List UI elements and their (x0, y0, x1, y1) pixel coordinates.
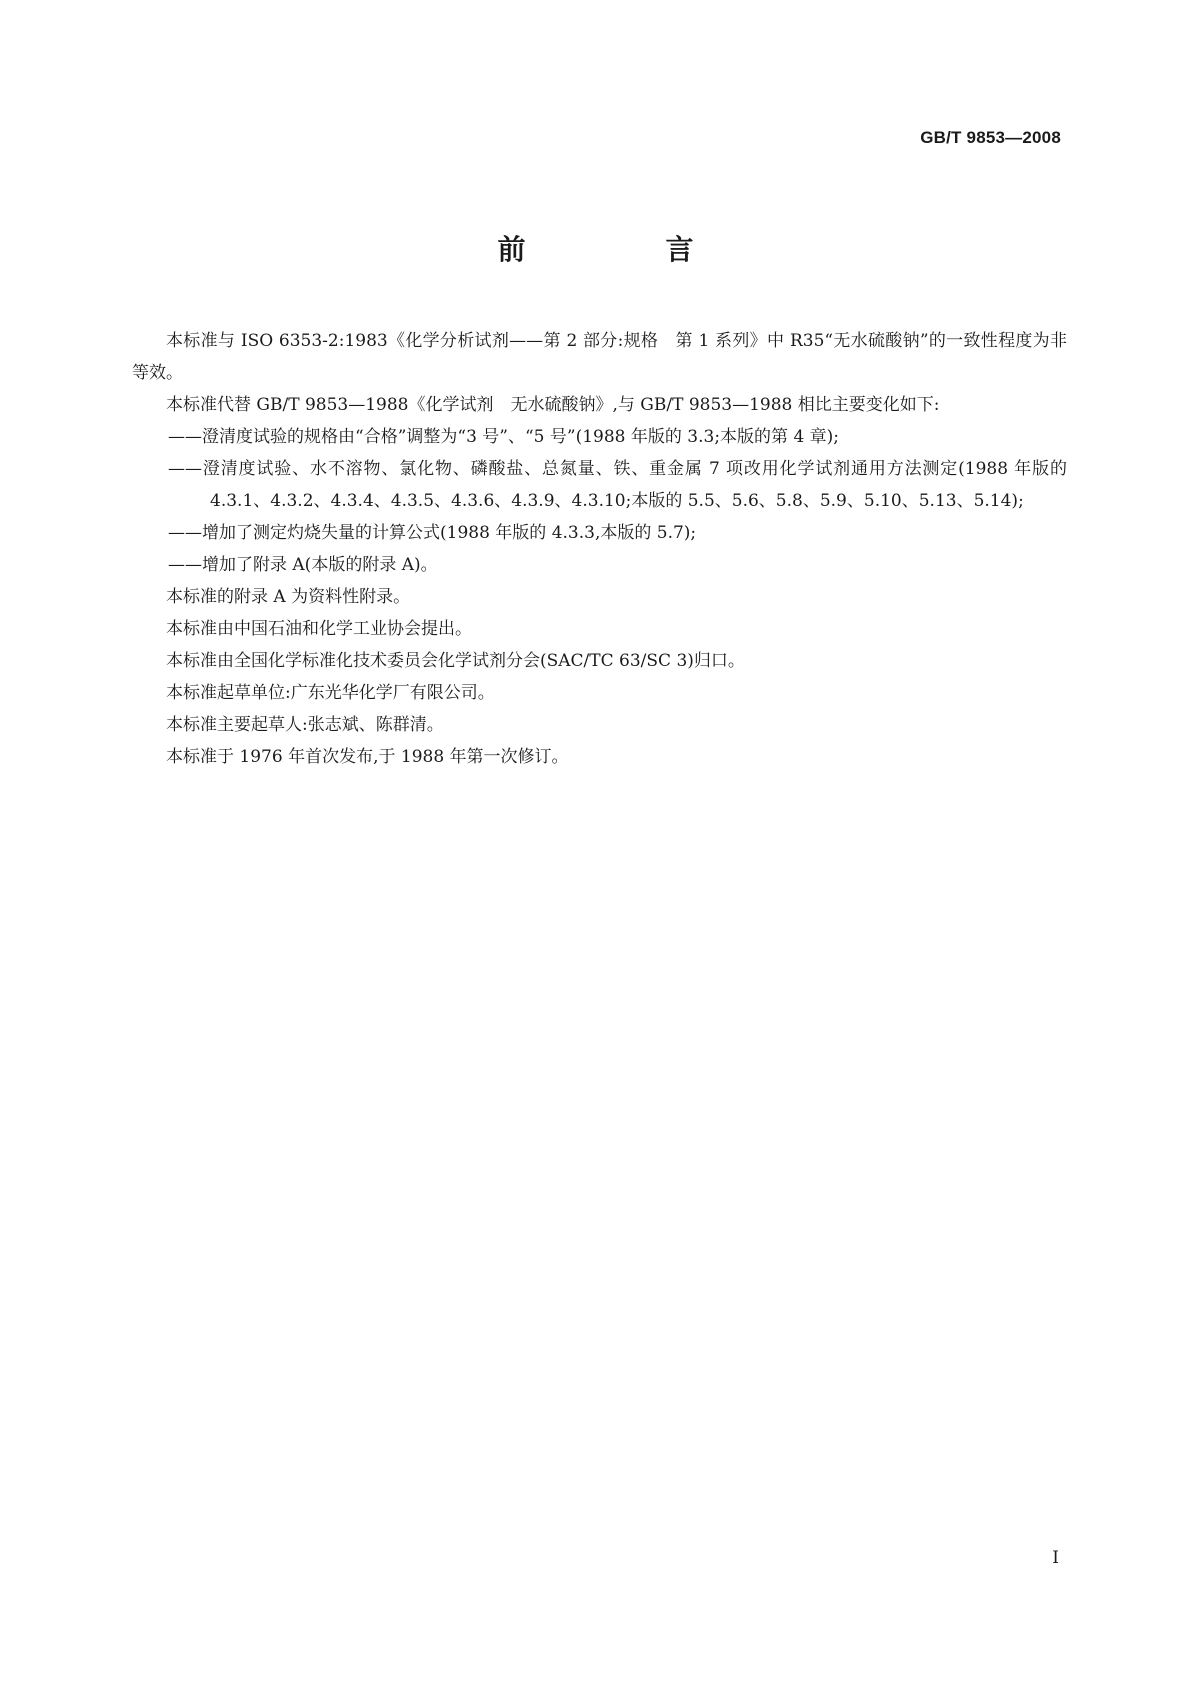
paragraph-centralized-by: 本标准由全国化学标准化技术委员会化学试剂分会(SAC/TC 63/SC 3)归口。 (166, 651, 745, 671)
paragraph-appendix-informative: 本标准的附录 A 为资料性附录。 (166, 587, 411, 607)
paragraph-proposed-by: 本标准由中国石油和化学工业协会提出。 (166, 619, 472, 639)
paragraph-consistency: 本标准与 ISO 6353-2:1983《化学分析试剂——第 2 部分:规格 第 1 系列》中 R35“无水硫酸钠”的一致性程度为非等效。 (132, 331, 1067, 383)
paragraph-replacement: 本标准代替 GB/T 9853—1988《化学试剂 无水硫酸钠》,与 GB/T 9853—1988 相比主要变化如下: (166, 395, 940, 415)
change-item-general-methods: ——澄清度试验、水不溶物、氯化物、磷酸盐、总氮量、铁、重金属 7 项改用化学试剂通用方法测定(1988 年版的 4.3.1、4.3.2、4.3.4、4.3.5、4.3.6、4.3.9、4.3.10;本版的 5.5、5.6、5.8、5.9、5.10、5.13、5.14); (168, 459, 1067, 511)
foreword-body (132, 325, 1067, 773)
paragraph-drafting-unit: 本标准起草单位:广东光华化学厂有限公司。 (166, 683, 495, 703)
paragraph-main-drafters: 本标准主要起草人:张志斌、陈群清。 (166, 715, 444, 735)
page-title: 前 言 (497, 233, 750, 266)
change-item-clarity-spec: ——澄清度试验的规格由“合格”调整为“3 号”、“5 号”(1988 年版的 3.3;本版的第 4 章); (168, 427, 840, 447)
change-item-ignition-loss-formula: ——增加了测定灼烧失量的计算公式(1988 年版的 4.3.3,本版的 5.7); (168, 523, 697, 543)
page-number: I (1052, 1548, 1059, 1568)
standard-code-header: GB/T 9853—2008 (920, 128, 1061, 147)
change-item-appendix: ——增加了附录 A(本版的附录 A)。 (168, 555, 438, 575)
paragraph-history: 本标准于 1976 年首次发布,于 1988 年第一次修订。 (166, 747, 569, 767)
